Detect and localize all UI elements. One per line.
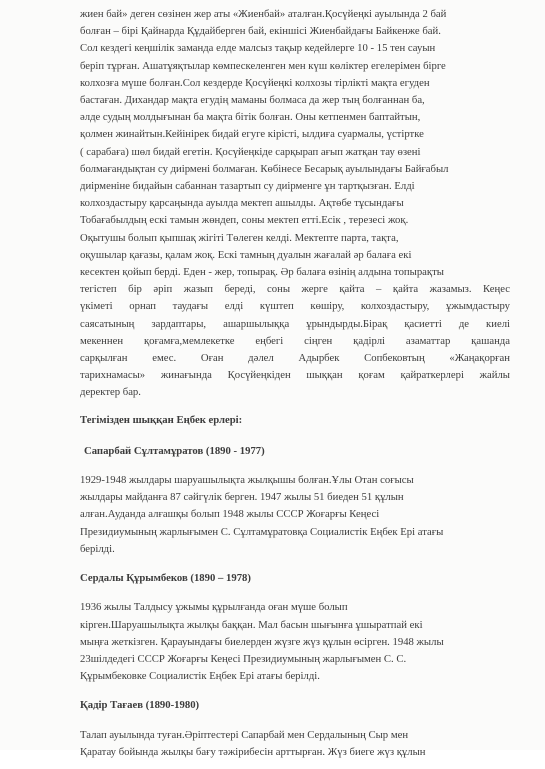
text-line: қолмен жинайтын.Кейінірек бидай егуге кірісті, ылдиға суармалы, үстіртке (80, 128, 424, 141)
document-body (80, 6, 510, 769)
person-text-saparbay (80, 472, 510, 558)
text-line: тарихнамасы» жинағында Қосүйеңкіден шыққан қоғам қайраткерлері жайлы (80, 369, 510, 382)
text-line: алған.Ауданда алғашқы болып 1948 жылы СССР Жоғарғы Кеңесі (80, 508, 380, 521)
person-heading-kadir: Қадір Тағаев (1890-1980) (80, 699, 200, 712)
text-line: Оқытушы болып қыпшақ жігіті Төлеген келді. Мектепте парта, тақта, (80, 231, 399, 244)
text-line: берілді. (80, 542, 115, 555)
text-line: әлде судың молдығынан ба мақта бітік болған. Оны кетпенмен баптайтын, (80, 111, 421, 124)
text-line: 1929-1948 жылдары шаруашылықта жылқышы болған.Ұлы Отан соғысы (80, 474, 414, 487)
text-line: Тобағабылдың ескі тамын жөндеп, соны мектеп етті.Есік , терезесі жоқ. (80, 214, 409, 227)
text-line: ( сарабаға) шөл бидай егетін. Қосүйеңкіде сарқырап ағып жатқан тау өзені (80, 145, 421, 158)
text-line: Талап ауылында туған.Әріптестері Сапарбай мен Сердалының Сыр мен (80, 728, 409, 741)
text-line: оқушылар қағазы, қалам жоқ. Ескі тамның дуалын жағалай әр балаға екі (80, 248, 412, 261)
text-line: бастаған. Дихандар мақта егудің маманы болмаса да жер тың болғаннан ба, (80, 94, 425, 107)
text-line: Сол кездегі кеңшілік заманда елде малсыз тақыр кедейлерге 10 - 15 тен сауын (80, 42, 436, 55)
text-line: колхоздастыру қарсаңында ауылда мектеп ашылды. Ақтөбе тұсындағы (80, 197, 404, 210)
text-line: мыңға жеткізген. Қарауындағы биелерден жүзге жүз құлын өсірген. 1948 жылы (80, 635, 444, 648)
text-line: болған – бірі Қайнарда Құдайберген бай, екіншісі Жиенбайдағы Байкенже бай. (80, 25, 441, 38)
person-heading-serdaly: Сердалы Құрымбеков (1890 – 1978) (80, 572, 251, 585)
text-line: тегістеп бір әріп жазып береді, соны жерге қайта – қайта жазамыз. Кеңес (80, 283, 510, 296)
text-line: сарқылған емес. Оған дәлел Адырбек Сопбековтың «Жаңақорған (80, 352, 510, 365)
text-line: Президиумының жарлығымен С. Сұлтамұратовқа Социалистік Еңбек Ері атағы (80, 525, 444, 538)
person-text-kadir (80, 727, 510, 761)
text-line: Қаратау бойында жылқы бағу тәжірибесін арттырған. Жүз биеге жүз құлын (80, 745, 426, 758)
text-line: болмағандықтан су диірмені болмаған. Көбінесе Бесарық ауылындағы Байғабыл (80, 162, 449, 175)
text-line: жиен бай» деген сөзінен жер аты «Жиенбай» аталған.Қосүйеңкі ауылында 2 бай (80, 8, 447, 20)
text-line: колхозға мүше болған.Сол кездерде Қосүйеңкі колхозы тірлікті мақта егуден (80, 76, 430, 89)
text-line: мекеннен қоғамға,мемлекетке еңбегі сіңген қадірлі азаматтар қашанда (80, 334, 510, 347)
text-line: жылдары майданға 87 сәйгүлік берген. 1947 жылы 51 биеден 51 құлын (80, 491, 404, 504)
text-line: үкіметі орнап таудағы елді күштеп көшіру, колхоздастыру, ұжымдастыру (80, 300, 510, 313)
text-line: саясатының зардаптары, ашаршылыққа ұрындырды.Бірақ қасиетті де киелі (80, 317, 510, 330)
intro-paragraph (80, 6, 510, 402)
text-line: Құрымбековке Социалистік Еңбек Ері атағы берілді. (80, 670, 320, 683)
text-line: кірген.Шаруашылықта жылқы баққан. Мал басын шығынға ұшыратпай екі (80, 618, 423, 631)
person-text-serdaly (80, 599, 510, 685)
text-line: деректер бар. (80, 386, 141, 399)
text-line: кесектен қойып берді. Еден - жер, топырақ. Әр балаға өзінің алдына топырақты (80, 266, 444, 279)
text-line: беріп тұрған. Ашатұяқтылар көмпескеленген мен күш көліктер егелерімен бірге (80, 59, 446, 72)
text-line: диірменіне бидайын сабаннан тазартып су диірменге ұн тартқызған. Елді (80, 180, 415, 193)
text-line: 23шілдедегі СССР Жоғарғы Кеңесі Президиумының жарлығымен С. С. (80, 652, 407, 665)
section-heading: Тегімізден шыққан Еңбек ерлері: (80, 413, 243, 426)
text-line: 1936 жылы Талдысу ұжымы құрылғанда оған мүше болып (80, 601, 348, 614)
person-heading-saparbay: Сапарбай Сұлтамұратов (1890 - 1977) (84, 444, 265, 457)
